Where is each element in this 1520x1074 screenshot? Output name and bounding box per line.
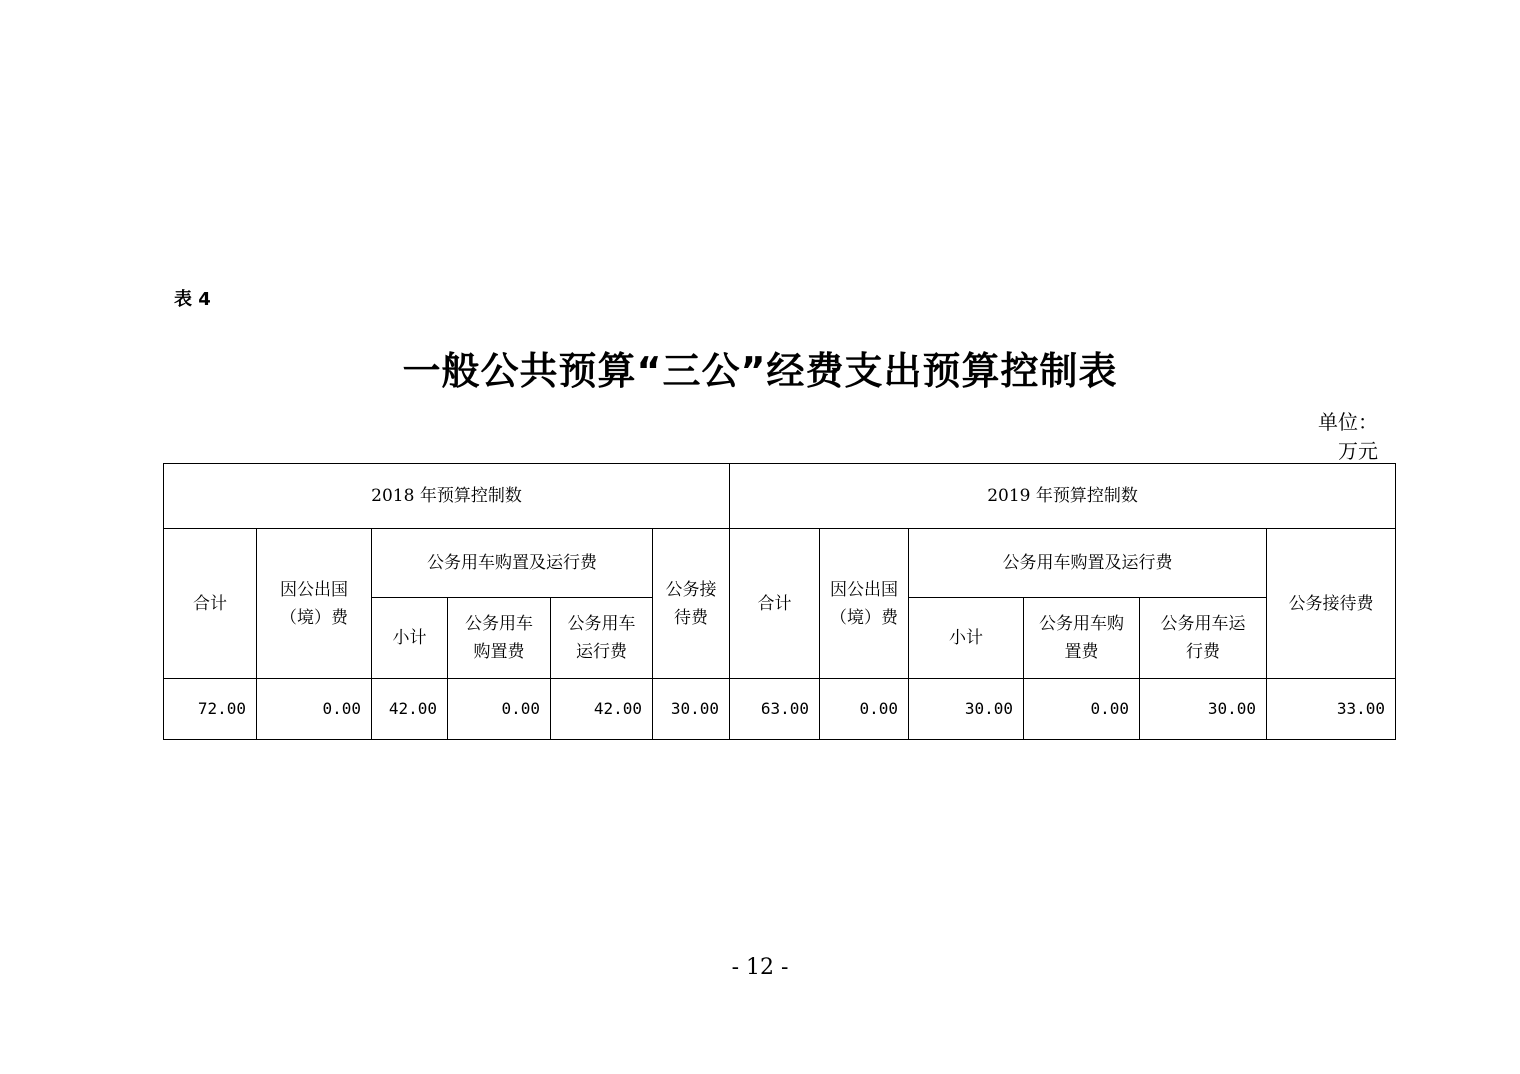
header-vehicle-group-2018: 公务用车购置及运行费	[372, 529, 653, 598]
unit-label-line2: 万元	[1338, 439, 1378, 463]
table-row	[164, 679, 1396, 740]
cell-purchase-2019: 0.00	[1024, 679, 1140, 740]
table-label: 表 4	[174, 289, 211, 310]
unit-label	[1318, 408, 1378, 466]
cell-reception-2019: 33.00	[1267, 679, 1396, 740]
header-vehicle-operation-2018: 公务用车运行费	[551, 598, 653, 679]
header-reception-2018: 公务接待费	[653, 529, 730, 679]
header-total-2019: 合计	[730, 529, 820, 679]
header-subtotal-2019: 小计	[909, 598, 1024, 679]
cell-operation-2018: 42.00	[551, 679, 653, 740]
page-title: 一般公共预算“三公”经费支出预算控制表	[402, 349, 1118, 393]
header-vehicle-purchase-2019: 公务用车购置费	[1024, 598, 1140, 679]
budget-control-table	[163, 463, 1396, 740]
header-subtotal-2018: 小计	[372, 598, 448, 679]
cell-subtotal-2019: 30.00	[909, 679, 1024, 740]
unit-label-line1: 单位：	[1318, 410, 1378, 434]
header-reception-2019: 公务接待费	[1267, 529, 1396, 679]
cell-purchase-2018: 0.00	[448, 679, 551, 740]
cell-subtotal-2018: 42.00	[372, 679, 448, 740]
cell-reception-2018: 30.00	[653, 679, 730, 740]
cell-operation-2019: 30.00	[1140, 679, 1267, 740]
header-vehicle-group-2019: 公务用车购置及运行费	[909, 529, 1267, 598]
header-2018: 2018 年预算控制数	[164, 464, 730, 529]
cell-total-2018: 72.00	[164, 679, 257, 740]
cell-abroad-2018: 0.00	[257, 679, 372, 740]
cell-total-2019: 63.00	[730, 679, 820, 740]
header-abroad-2018: 因公出国（境）费	[257, 529, 372, 679]
header-2019: 2019 年预算控制数	[730, 464, 1396, 529]
header-abroad-2019: 因公出国（境）费	[820, 529, 909, 679]
page-number: - 12 -	[731, 955, 789, 980]
header-vehicle-purchase-2018: 公务用车购置费	[448, 598, 551, 679]
cell-abroad-2019: 0.00	[820, 679, 909, 740]
header-total-2018: 合计	[164, 529, 257, 679]
header-vehicle-operation-2019: 公务用车运行费	[1140, 598, 1267, 679]
